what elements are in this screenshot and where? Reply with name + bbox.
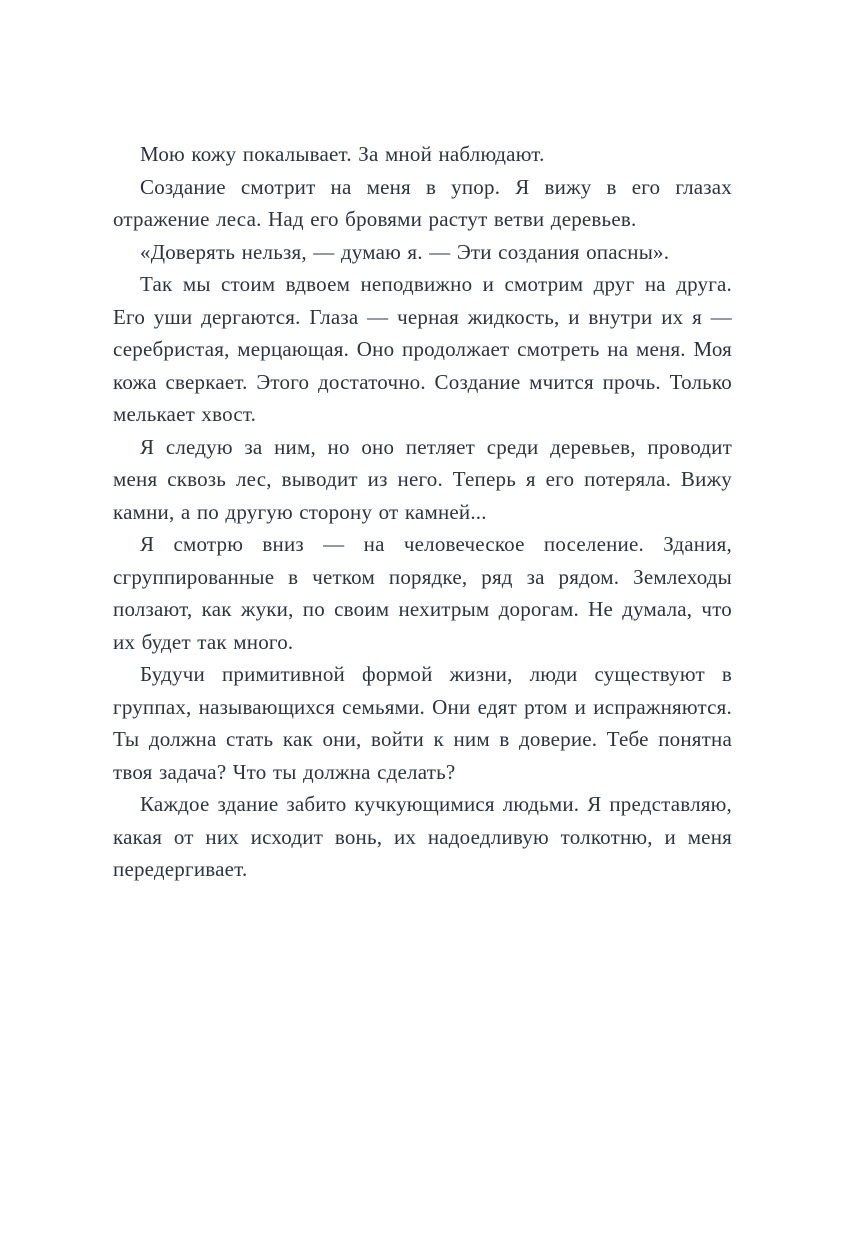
- paragraph: Создание смотрит на меня в упор. Я вижу в его глазах отражение леса. Над его бровями растут ветви деревьев.: [113, 174, 732, 231]
- paragraph: Мою кожу покалывает. За мной наблюдают.: [140, 142, 545, 166]
- paragraph: Я следую за ним, но оно петляет среди деревьев, проводит меня сквозь лес, выводит из него. Теперь я его потеряла. Вижу камни, а по другую сторону от камней...: [113, 434, 732, 524]
- paragraph: Каждое здание забито кучкующимися людьми. Я представляю, какая от них исходит вонь, их надоедливую толкотню, и меня передергивает.: [113, 792, 732, 881]
- paragraph: «Доверять нельзя, — думаю я. — Эти создания опасны».: [140, 239, 670, 264]
- paragraph: Будучи примитивной формой жизни, люди существуют в группах, называющихся семьями. Они едят ртом и испражняются. Ты должна стать как они, войти к ним в доверие. Тебе понятна твоя задача? Что ты должна сделать?: [113, 662, 732, 784]
- paragraph: Так мы стоим вдвоем неподвижно и смотрим друг на друга. Его уши дергаются. Глаза — черная жидкость, и внутри их я — серебристая, мерцающая. Оно продолжает смотреть на меня. Моя кожа сверкает. Этого достаточно. Создание мчится прочь. Только мелькает хвост.: [113, 272, 732, 426]
- paragraph: Я смотрю вниз — на человеческое поселение. Здания, сгруппированные в четком порядке, ряд за рядом. Землеходы ползают, как жуки, по своим нехитрым дорогам. Не думала, что их будет так много.: [113, 532, 732, 654]
- body-text: [113, 138, 732, 886]
